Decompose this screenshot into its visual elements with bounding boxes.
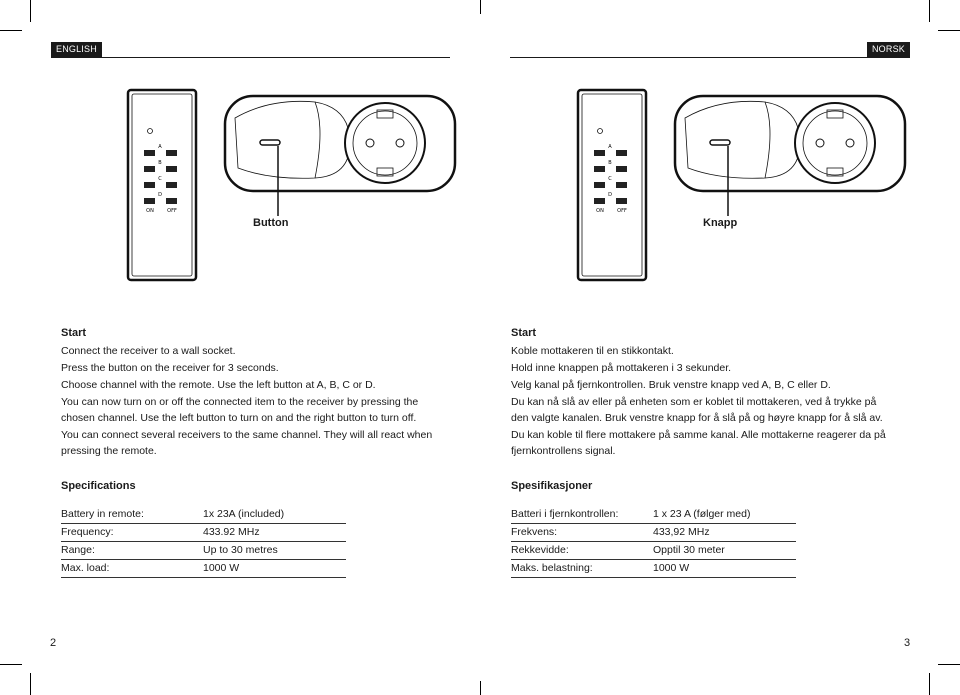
spec-row	[61, 543, 346, 560]
spec-value: 1 x 23 A (følger med)	[653, 508, 751, 520]
instruction-paragraph: Press the button on the receiver for 3 seconds.	[61, 362, 279, 374]
page-number: 2	[50, 637, 57, 649]
instruction-paragraph: You can now turn on or off the connected item to the receiver by pressing the chosen channel. Use the left button to turn on and the right button to turn off.	[61, 396, 419, 424]
spec-value: Up to 30 metres	[203, 544, 278, 556]
instruction-paragraph: Hold inne knappen på mottakeren i 3 sekunder.	[511, 362, 732, 374]
spec-key: Rekkevidde:	[511, 544, 569, 556]
product-illustration	[570, 88, 930, 288]
remote-label-a: A	[608, 144, 612, 150]
specifications-table	[61, 507, 346, 579]
instruction-paragraph: Du kan nå slå av eller på enheten som er koblet til mottakeren, ved å trykke på den valgte kanalen. Bruk venstre knapp for å slå på og høyre knapp for å slå av.	[511, 396, 883, 424]
page-number: 3	[904, 637, 911, 649]
start-heading: Start	[61, 327, 87, 339]
remote-label-off: OFF	[617, 208, 627, 214]
instruction-paragraph: Velg kanal på fjernkontrollen. Bruk venstre knapp ved A, B, C eller D.	[511, 379, 831, 391]
instruction-paragraph: You can connect several receivers to the same channel. They will all react when pressing the remote.	[61, 429, 433, 457]
spec-key: Frekvens:	[511, 526, 558, 538]
remote-label-off: OFF	[167, 208, 177, 214]
remote-label-d: D	[158, 192, 162, 198]
instruction-paragraph: Connect the receiver to a wall socket.	[61, 345, 236, 357]
remote-label-on: ON	[596, 208, 604, 214]
receiver-plug	[675, 96, 905, 191]
language-badge: NORSK	[867, 42, 910, 57]
remote-label-b: B	[608, 160, 612, 166]
receiver-button	[260, 140, 280, 145]
instructions	[511, 325, 896, 460]
spec-key: Range:	[61, 544, 95, 556]
remote-control	[128, 90, 196, 280]
button-callout-label: Button	[253, 217, 289, 229]
specifications-heading: Specifications	[61, 480, 136, 492]
specifications-heading: Spesifikasjoner	[511, 480, 593, 492]
header-rule	[510, 57, 910, 58]
remote-label-on: ON	[146, 208, 154, 214]
spec-key: Frequency:	[61, 526, 114, 538]
spec-row	[511, 543, 796, 560]
instructions	[61, 325, 446, 460]
spec-row	[511, 507, 796, 524]
language-badge: ENGLISH	[51, 42, 102, 57]
remote-label-c: C	[158, 176, 162, 182]
instruction-paragraph: Koble mottakeren til en stikkontakt.	[511, 345, 674, 357]
instruction-paragraph: Choose channel with the remote. Use the left button at A, B, C or D.	[61, 379, 376, 391]
spec-key: Batteri i fjernkontrollen:	[511, 508, 619, 520]
spec-row	[511, 561, 796, 578]
remote-label-c: C	[608, 176, 612, 182]
spec-row	[61, 525, 346, 542]
spec-value: 1x 23A (included)	[203, 508, 285, 520]
button-callout-label: Knapp	[703, 217, 738, 229]
spec-key: Maks. belastning:	[511, 562, 593, 574]
spec-value: 433,92 MHz	[653, 526, 710, 538]
spec-value: 1000 W	[203, 562, 240, 574]
spec-value: 433.92 MHz	[203, 526, 260, 538]
start-heading: Start	[511, 327, 537, 339]
remote-label-b: B	[158, 160, 162, 166]
spec-row	[511, 525, 796, 542]
product-illustration	[120, 88, 480, 288]
spec-value: 1000 W	[653, 562, 690, 574]
specifications-table	[511, 507, 796, 579]
spec-key: Battery in remote:	[61, 508, 144, 520]
instruction-paragraph: Du kan koble til flere mottakere på samme kanal. Alle mottakerne reagerer da på fjernkontrollens signal.	[511, 429, 886, 457]
remote-label-a: A	[158, 144, 162, 150]
receiver-button	[710, 140, 730, 145]
spec-row	[61, 561, 346, 578]
remote-label-d: D	[608, 192, 612, 198]
page-norsk	[480, 0, 960, 695]
receiver-plug	[225, 96, 455, 191]
header-rule	[51, 57, 450, 58]
spec-row	[61, 507, 346, 524]
spec-key: Max. load:	[61, 562, 110, 574]
spec-value: Opptil 30 meter	[653, 544, 725, 556]
remote-control	[578, 90, 646, 280]
